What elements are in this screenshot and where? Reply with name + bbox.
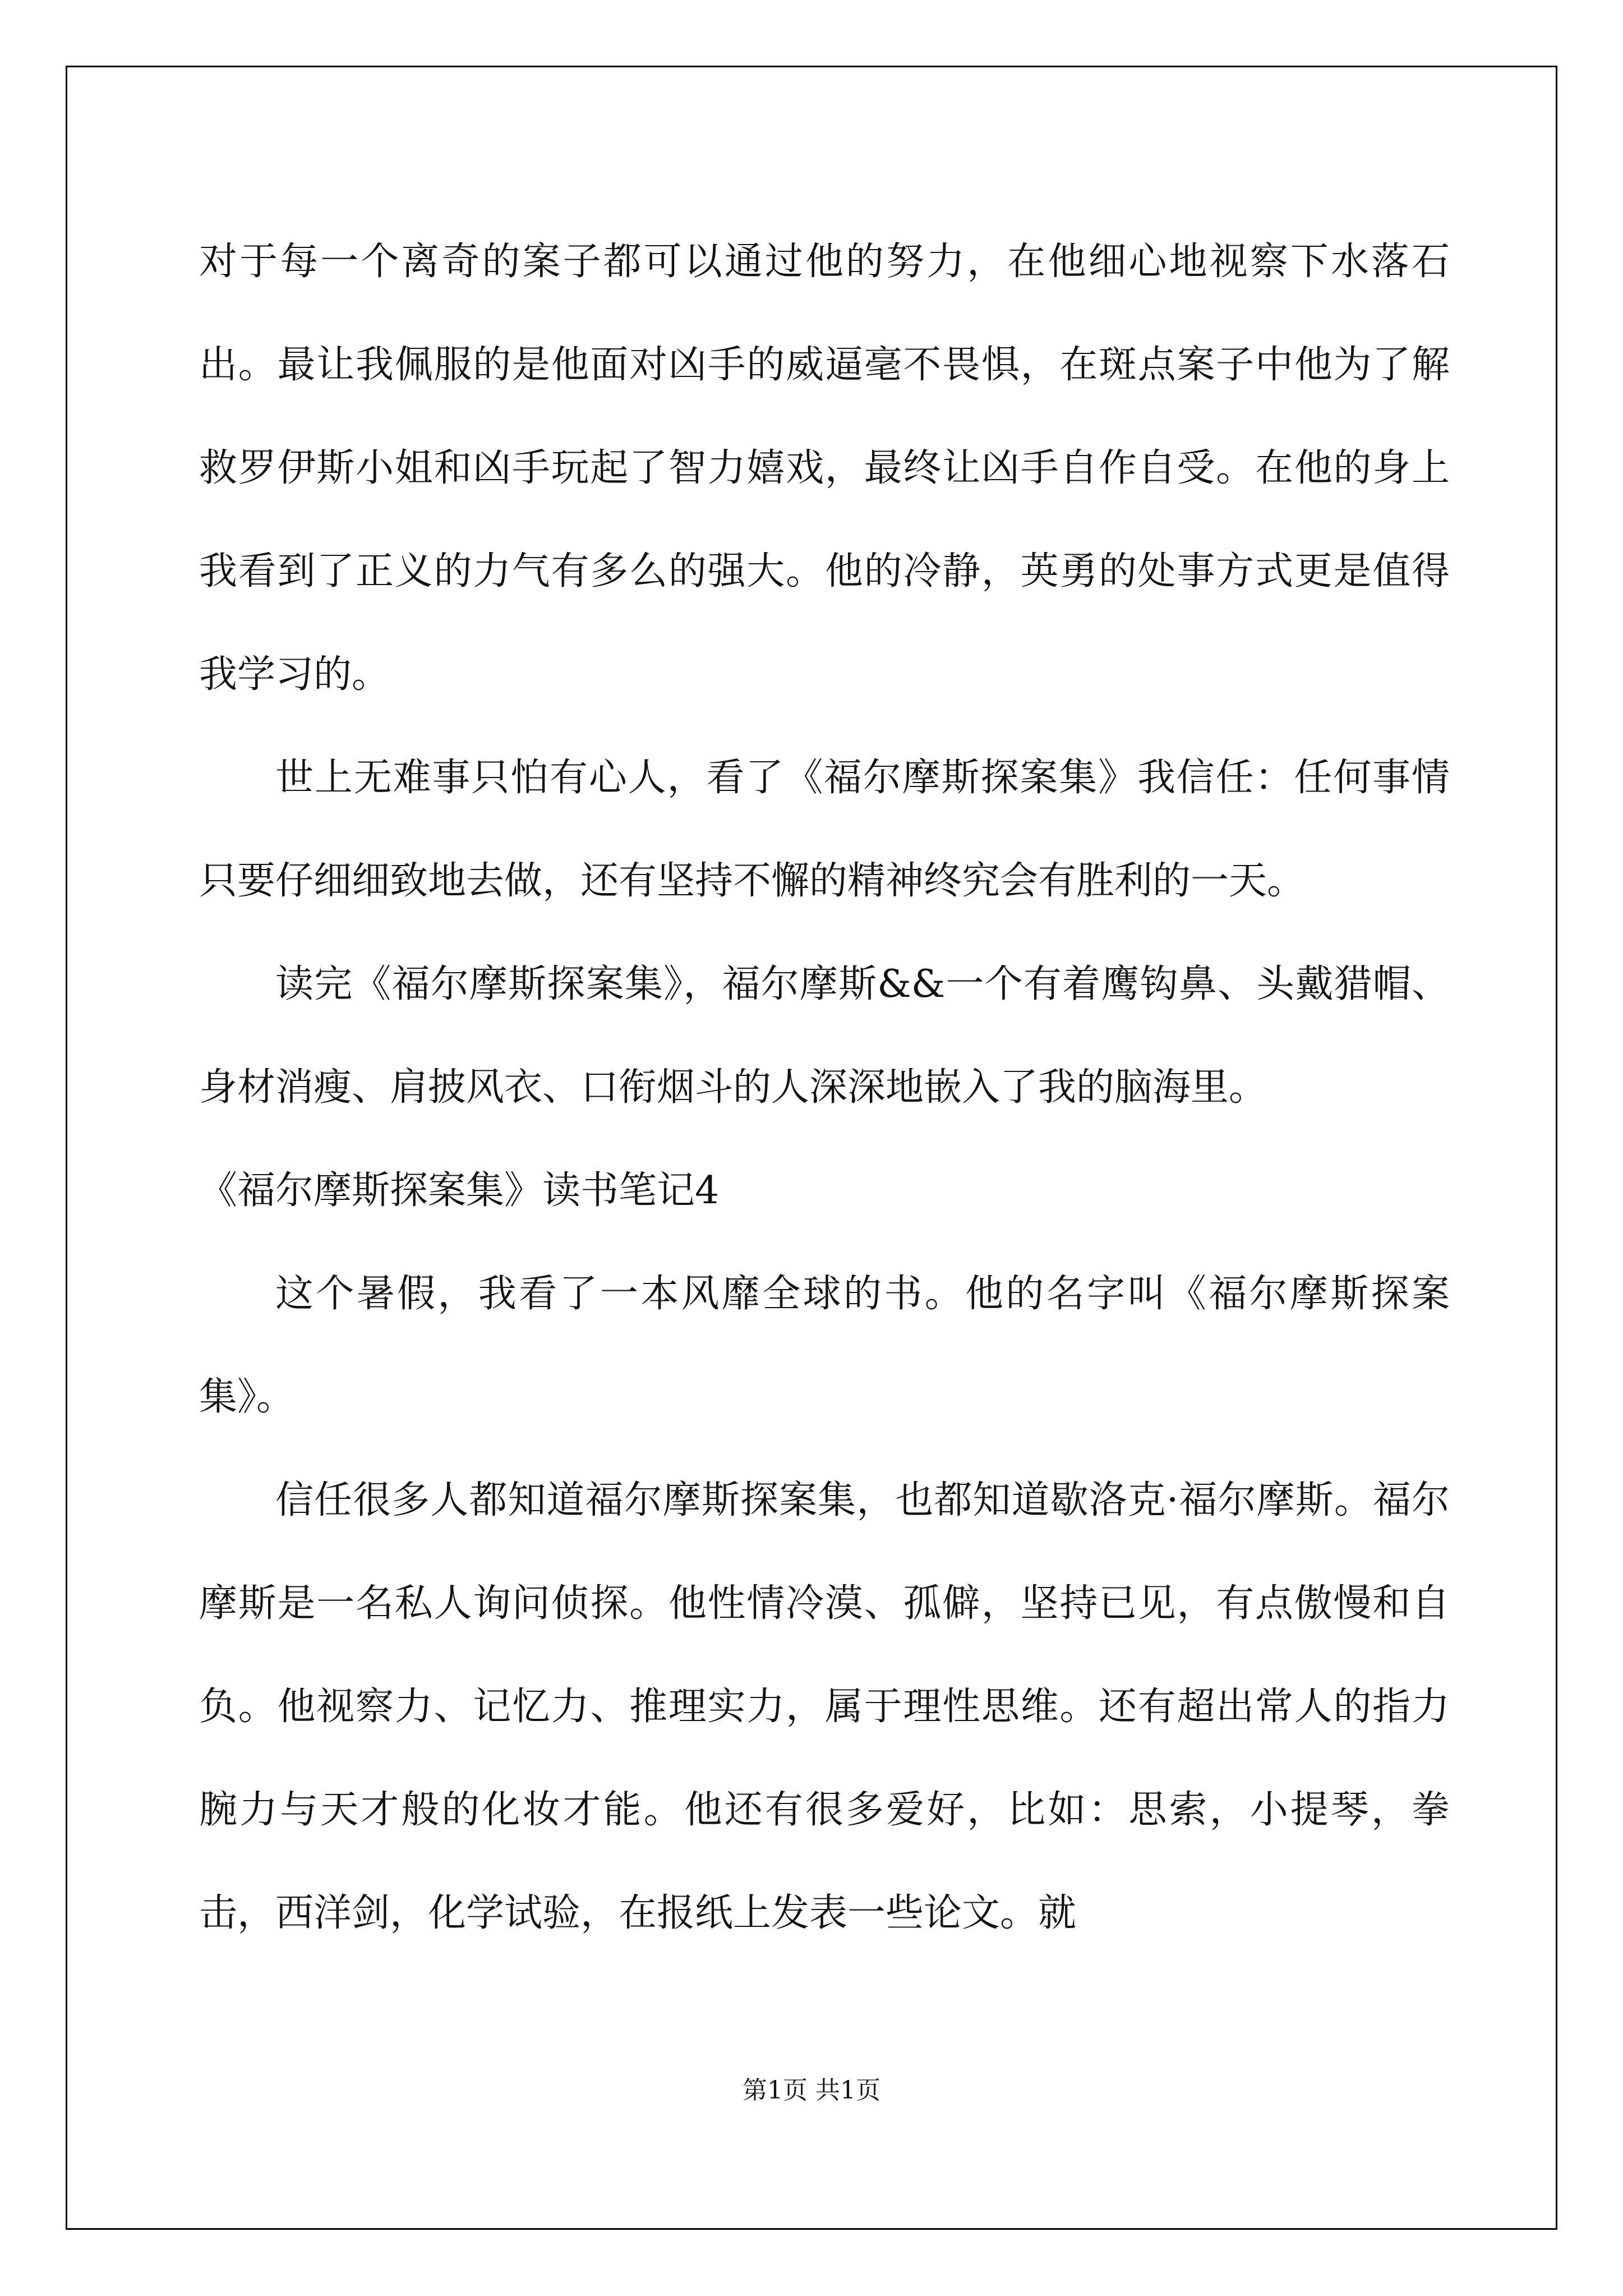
section-heading: 《福尔摩斯探案集》读书笔记4 <box>199 1168 720 1213</box>
document-body <box>199 210 1450 1965</box>
paragraph-1: 对于每一个离奇的案子都可以通过他的努力，在他细心地视察下水落石出。最让我佩服的是他面对凶手的威逼毫不畏惧，在斑点案子中他为了解救罗伊斯小姐和凶手玩起了智力嬉戏，最终让凶手自作自受。在他的身上我看到了正义的力气有多么的强大。他的冷静，英勇的处事方式更是值得我学习的。 <box>199 240 1450 697</box>
paragraph-3: 读完《福尔摩斯探案集》，福尔摩斯&&一个有着鹰钩鼻、头戴猎帽、身材消瘦、肩披风衣、口衔烟斗的人深深地嵌入了我的脑海里。 <box>199 962 1450 1110</box>
paragraph-5: 信任很多人都知道福尔摩斯探案集，也都知道歇洛克·福尔摩斯。福尔摩斯是一名私人询问侦探。他性情冷漠、孤僻，坚持已见，有点傲慢和自负。他视察力、记忆力、推理实力，属于理性思维。还有超出常人的指力腕力与天才般的化妆才能。他还有很多爱好，比如：思索，小提琴，拳击，西洋剑，化学试验，在报纸上发表一些论文。就 <box>199 1478 1450 1935</box>
page-footer: 第1页 共1页 <box>743 2076 880 2105</box>
paragraph-2: 世上无难事只怕有心人，看了《福尔摩斯探案集》我信任：任何事情只要仔细细致地去做，还有坚持不懈的精神终究会有胜利的一天。 <box>199 756 1450 903</box>
paragraph-4: 这个暑假，我看了一本风靡全球的书。他的名字叫《福尔摩斯探案集》。 <box>199 1272 1450 1419</box>
